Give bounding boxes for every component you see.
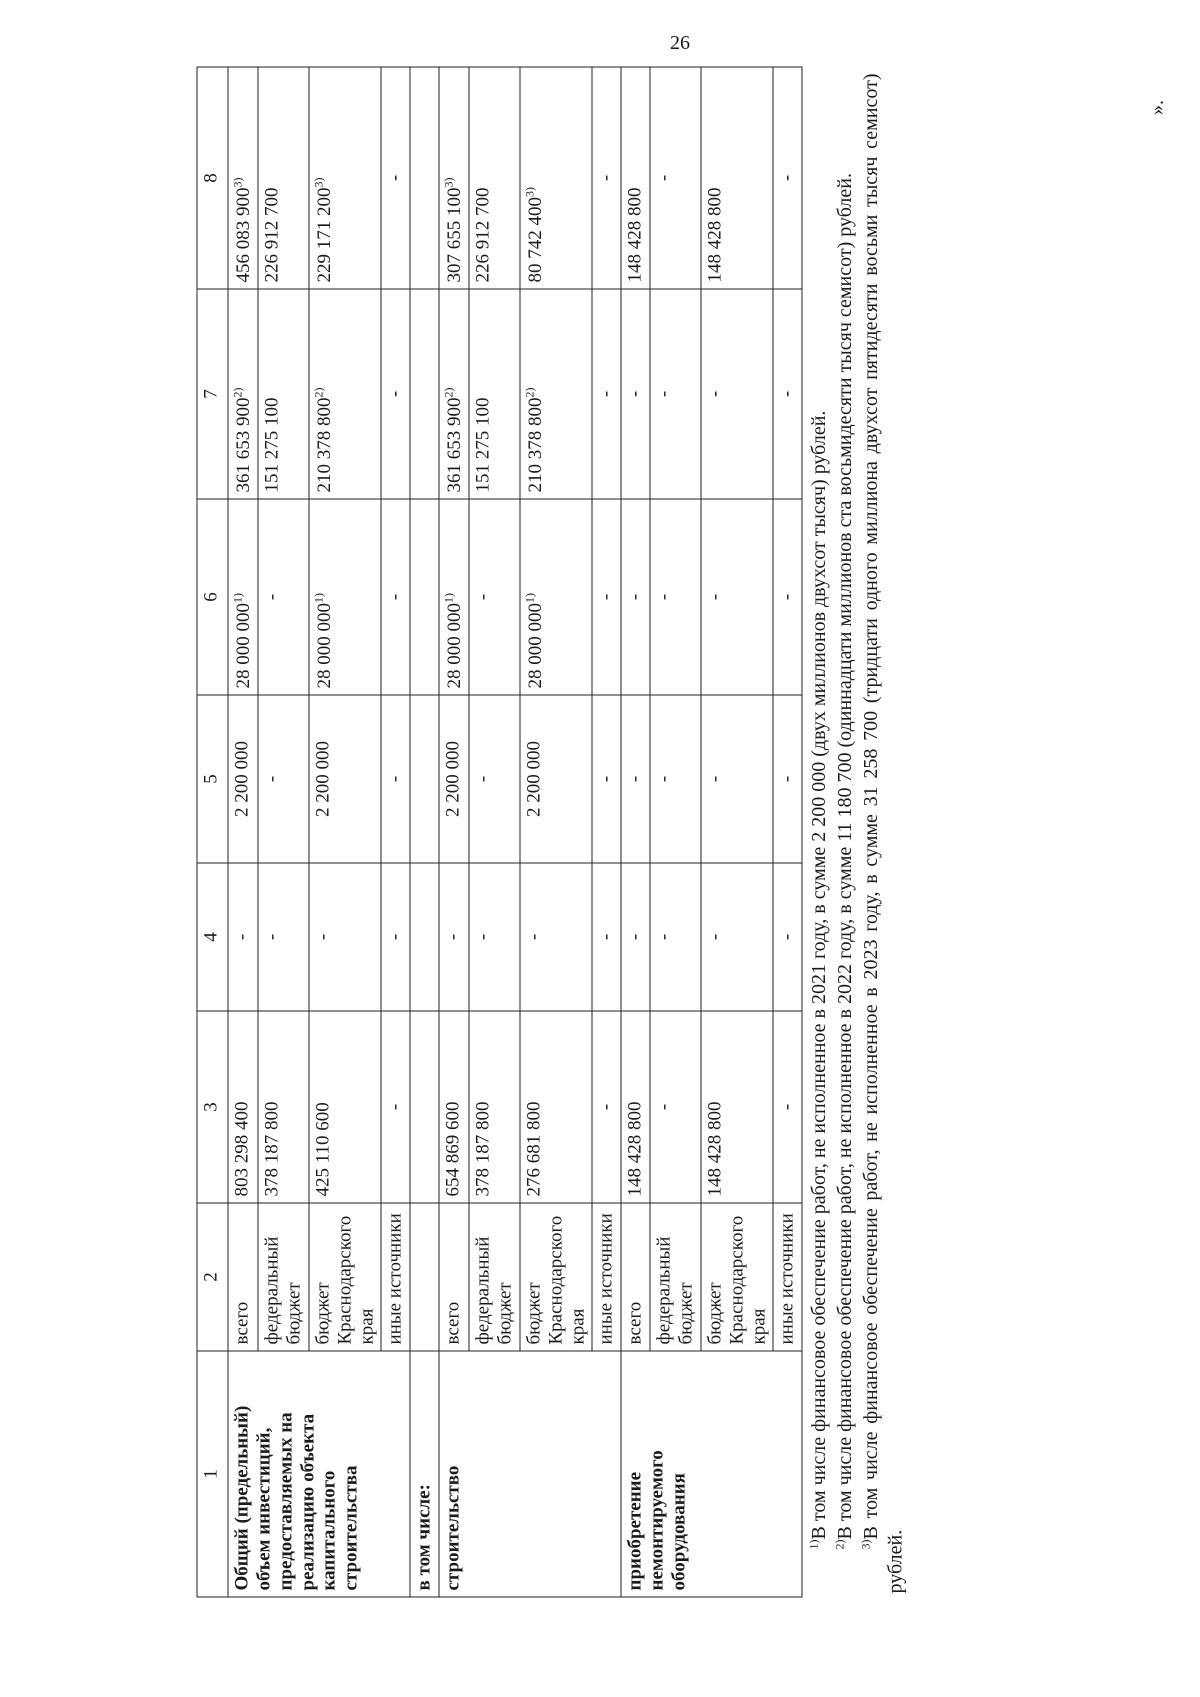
funding-source: федеральный бюджет xyxy=(650,1203,701,1351)
value-col4: - xyxy=(592,863,621,1011)
value-col4: - xyxy=(700,863,773,1011)
cell-value: 28 000 000 xyxy=(443,603,465,689)
value-col4: - xyxy=(469,863,520,1011)
empty-cell xyxy=(410,863,439,1011)
cell-value: 28 000 000 xyxy=(313,603,335,689)
value-c7 xyxy=(381,289,410,499)
column-number: 1 xyxy=(197,1351,228,1597)
cell-value: - xyxy=(595,593,617,601)
cell-value: 456 083 900 xyxy=(232,187,254,283)
value-c7 xyxy=(773,289,802,499)
total-value: 803 298 400 xyxy=(228,1011,258,1203)
value-col5: - xyxy=(381,695,410,863)
value-col5: - xyxy=(621,695,650,863)
column-number: 6 xyxy=(197,499,228,695)
footnote-ref: 2) xyxy=(441,387,456,398)
funding-source: федеральный бюджет xyxy=(469,1203,520,1351)
footnote-ref: 2) xyxy=(310,387,325,398)
cell-value: - xyxy=(624,593,646,601)
cell-value: - xyxy=(384,593,406,601)
cell-value: 226 912 700 xyxy=(472,187,494,283)
value-c7 xyxy=(439,289,469,499)
cell-value: - xyxy=(703,593,725,601)
value-c8 xyxy=(592,67,621,289)
cell-value: - xyxy=(384,390,406,398)
footnote-mark: 1) xyxy=(806,1539,821,1550)
rotated-content xyxy=(196,53,1196,1598)
value-c6 xyxy=(519,499,592,695)
footnote-ref: 1) xyxy=(310,593,325,603)
value-c8 xyxy=(258,67,309,289)
cell-value: - xyxy=(653,390,675,398)
cell-value: 307 655 100 xyxy=(443,187,465,283)
subheading-cell: в том числе: xyxy=(410,1351,439,1597)
page-number: 26 xyxy=(670,32,690,54)
section-label: приобретение немонтируемого оборудования xyxy=(621,1351,802,1597)
total-value: 378 187 800 xyxy=(469,1011,520,1203)
empty-cell xyxy=(410,1011,439,1203)
funding-source: иные источники xyxy=(592,1203,621,1351)
empty-cell xyxy=(410,289,439,499)
investment-table xyxy=(196,67,802,1598)
value-c7 xyxy=(592,289,621,499)
funding-source: бюджет Краснодарского края xyxy=(308,1203,381,1351)
value-col4: - xyxy=(650,863,701,1011)
section-label: строительство xyxy=(439,1351,621,1597)
cell-value: 361 653 900 xyxy=(232,397,254,493)
footnotes xyxy=(806,74,908,1594)
value-c7 xyxy=(700,289,773,499)
footnote-ref: 1) xyxy=(230,593,244,603)
cell-value: - xyxy=(703,390,725,398)
footnote-ref: 3) xyxy=(521,187,536,197)
footnote-body: В том числе финансовое обеспечение работ, не исполненное в 2023 году, в сумме 31 258 700 (тридцати одного миллиона двухсот пятидесяти восьми тысяч семисот) рублей. xyxy=(859,73,907,1594)
value-c8 xyxy=(621,67,650,289)
footnote-ref: 3) xyxy=(310,177,325,188)
total-value: 148 428 800 xyxy=(621,1011,650,1203)
footnote-body: В том числе финансовое обеспечение работ, не исполненное в 2021 году, в сумме 2 200 000 (двух миллионов двухсот тысяч) рублей. xyxy=(807,410,830,1540)
footnote-text xyxy=(806,74,832,1594)
total-value: - xyxy=(592,1011,621,1203)
subheading-row xyxy=(410,67,439,1597)
value-col5: 2 200 000 xyxy=(228,695,258,863)
value-c8 xyxy=(773,67,802,289)
total-value: 148 428 800 xyxy=(700,1011,773,1203)
value-col4: - xyxy=(519,863,592,1011)
cell-value: - xyxy=(595,390,617,398)
column-number: 4 xyxy=(197,863,228,1011)
value-col5: - xyxy=(258,695,309,863)
value-c7 xyxy=(469,289,520,499)
cell-value: 28 000 000 xyxy=(232,603,254,689)
cell-value: - xyxy=(624,390,646,398)
value-col5: - xyxy=(650,695,701,863)
footnote-ref: 2) xyxy=(230,387,244,398)
total-value: 276 681 800 xyxy=(519,1011,592,1203)
value-col4: - xyxy=(439,863,469,1011)
footnote-mark: 3) xyxy=(857,1539,872,1550)
funding-source: всего xyxy=(439,1203,469,1351)
footnote-text xyxy=(858,74,909,1594)
cell-value: - xyxy=(776,390,798,398)
value-c7 xyxy=(650,289,701,499)
value-c8 xyxy=(439,67,469,289)
funding-source: всего xyxy=(621,1203,650,1351)
cell-value: - xyxy=(653,593,675,601)
value-c8 xyxy=(700,67,773,289)
total-value: 654 869 600 xyxy=(439,1011,469,1203)
table-row xyxy=(228,67,258,1597)
cell-value: - xyxy=(384,174,406,182)
value-col5: 2 200 000 xyxy=(439,695,469,863)
value-col4: - xyxy=(621,863,650,1011)
closing-quote-mark: ». xyxy=(1146,100,1168,115)
funding-source: всего xyxy=(228,1203,258,1351)
value-col4: - xyxy=(308,863,381,1011)
column-number: 3 xyxy=(197,1011,228,1203)
column-number: 7 xyxy=(197,289,228,499)
funding-source: федеральный бюджет xyxy=(258,1203,309,1351)
table-row xyxy=(621,67,650,1597)
empty-cell xyxy=(410,1203,439,1351)
cell-value: - xyxy=(595,174,617,182)
value-c8 xyxy=(519,67,592,289)
value-col5: - xyxy=(592,695,621,863)
value-c7 xyxy=(308,289,381,499)
footnote-ref: 3) xyxy=(441,177,456,188)
column-number: 5 xyxy=(197,695,228,863)
cell-value: - xyxy=(472,593,494,601)
value-col5: 2 200 000 xyxy=(519,695,592,863)
total-value: 425 110 600 xyxy=(308,1011,381,1203)
cell-value: 229 171 200 xyxy=(313,187,335,283)
total-value: - xyxy=(773,1011,802,1203)
footnote-ref: 1) xyxy=(441,593,456,603)
footnote-ref: 1) xyxy=(521,593,536,603)
cell-value: 210 378 800 xyxy=(313,397,335,493)
empty-cell xyxy=(410,695,439,863)
cell-value: 361 653 900 xyxy=(443,397,465,493)
value-c8 xyxy=(469,67,520,289)
value-c7 xyxy=(621,289,650,499)
value-c8 xyxy=(381,67,410,289)
value-c8 xyxy=(228,67,258,289)
footnote-mark: 2) xyxy=(831,1539,846,1550)
empty-cell xyxy=(410,499,439,695)
value-col4: - xyxy=(228,863,258,1011)
cell-value: 28 000 000 xyxy=(524,603,546,689)
value-c8 xyxy=(650,67,701,289)
value-c6 xyxy=(439,499,469,695)
value-c6 xyxy=(308,499,381,695)
value-col5: - xyxy=(469,695,520,863)
value-c6 xyxy=(469,499,520,695)
total-value: - xyxy=(650,1011,701,1203)
cell-value: 148 428 800 xyxy=(703,187,725,283)
cell-value: - xyxy=(776,593,798,601)
footnote-body: В том числе финансовое обеспечение работ, не исполненное в 2022 году, в сумме 11 180 700 (одиннадцати миллионов ста восьмидесяти тысяч семисот) рублей. xyxy=(833,173,856,1540)
value-col4: - xyxy=(258,863,309,1011)
cell-value: - xyxy=(261,593,283,601)
table-row xyxy=(439,67,469,1597)
value-col4: - xyxy=(773,863,802,1011)
cell-value: 210 378 800 xyxy=(524,397,546,493)
value-c6 xyxy=(592,499,621,695)
section-label: Общий (предельный) объем инвестиций, предоставляемых на реализацию объекта капитального строительства xyxy=(228,1351,410,1597)
header-row xyxy=(197,67,228,1597)
cell-value: 80 742 400 xyxy=(524,197,546,283)
value-col5: 2 200 000 xyxy=(308,695,381,863)
value-c7 xyxy=(519,289,592,499)
value-c6 xyxy=(258,499,309,695)
value-c6 xyxy=(650,499,701,695)
cell-value: 151 275 100 xyxy=(261,397,283,493)
table-body xyxy=(197,67,802,1597)
value-c6 xyxy=(621,499,650,695)
value-c8 xyxy=(308,67,381,289)
funding-source: бюджет Краснодарского края xyxy=(519,1203,592,1351)
empty-cell xyxy=(410,67,439,289)
footnote-ref: 2) xyxy=(521,387,536,398)
column-number: 2 xyxy=(197,1203,228,1351)
value-c6 xyxy=(381,499,410,695)
cell-value: 151 275 100 xyxy=(472,397,494,493)
value-c6 xyxy=(228,499,258,695)
value-col5: - xyxy=(700,695,773,863)
value-c7 xyxy=(228,289,258,499)
funding-source: бюджет Краснодарского края xyxy=(700,1203,773,1351)
footnote-text xyxy=(832,74,858,1594)
value-col4: - xyxy=(381,863,410,1011)
total-value: - xyxy=(381,1011,410,1203)
funding-source: иные источники xyxy=(381,1203,410,1351)
value-c7 xyxy=(258,289,309,499)
cell-value: - xyxy=(776,174,798,182)
footnote-ref: 3) xyxy=(230,177,244,188)
cell-value: 148 428 800 xyxy=(624,187,646,283)
value-c6 xyxy=(700,499,773,695)
cell-value: - xyxy=(653,174,675,182)
total-value: 378 187 800 xyxy=(258,1011,309,1203)
value-c6 xyxy=(773,499,802,695)
funding-source: иные источники xyxy=(773,1203,802,1351)
value-col5: - xyxy=(773,695,802,863)
column-number: 8 xyxy=(197,67,228,289)
cell-value: 226 912 700 xyxy=(261,187,283,283)
